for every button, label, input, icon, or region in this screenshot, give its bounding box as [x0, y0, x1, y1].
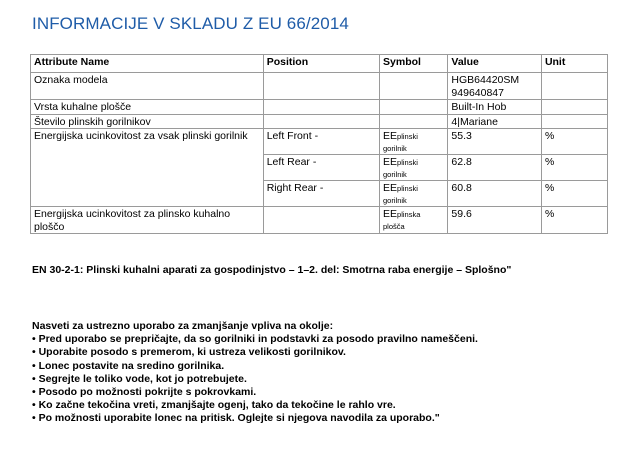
symbol-subscript-line2: gorilnik: [383, 169, 407, 179]
value-cell: 59.6: [448, 207, 542, 234]
symbol-cell: [380, 155, 448, 181]
symbol-ee: EE: [383, 208, 398, 220]
position-cell: Left Rear -: [263, 155, 379, 181]
advice-heading: Nasveti za ustrezno uporabo za zmanjšanje vpliva na okolje:: [32, 320, 334, 332]
attribute-cell: Energijska ucinkovitost za vsak plinski gorilnik: [31, 129, 264, 207]
header-value: Value: [448, 55, 542, 73]
product-number: 949640847: [451, 86, 504, 99]
symbol-ee: EE: [383, 182, 398, 194]
list-item: • Po možnosti uporabite lonec na pritisk. Oglejte si njegova navodila za uporabo.": [32, 412, 440, 425]
attribute-line2: ploščo: [34, 220, 65, 233]
list-item: • Ko začne tekočina vreti, zmanjšajte ogenj, tako da tekočine le rahlo vre.: [32, 399, 396, 412]
symbol-ee: EE: [383, 156, 398, 168]
attribute-line1: Energijska ucinkovitost za plinsko kuhalno: [34, 208, 231, 220]
symbol-subscript: plinski: [397, 184, 418, 193]
attribute-cell: [31, 207, 264, 234]
symbol-subscript: plinska: [397, 210, 421, 219]
header-symbol: Symbol: [380, 55, 448, 73]
list-item: • Uporabite posodo s premerom, ki ustreza velikosti gorilnikov.: [32, 346, 346, 359]
symbol-cell: [380, 181, 448, 207]
table-row-hob-efficiency: [31, 207, 608, 234]
position-cell: [263, 100, 379, 115]
value-cell: 4|Mariane: [448, 114, 542, 129]
value-cell: 62.8: [448, 155, 542, 181]
position-cell: [263, 114, 379, 129]
list-item: • Segrejte le toliko vode, kot jo potrebujete.: [32, 372, 247, 385]
usage-advice: [32, 320, 478, 426]
list-item: • Pred uporabo se prepričajte, da so gorilniki in podstavki za posodo pravilno nameščeni.: [32, 333, 478, 346]
header-position: Position: [263, 55, 379, 73]
position-cell: [263, 207, 379, 234]
unit-cell: %: [541, 181, 607, 207]
symbol-ee: EE: [383, 130, 398, 142]
symbol-cell: [380, 73, 448, 100]
table-row-burner-count: [31, 114, 608, 129]
position-cell: Right Rear -: [263, 181, 379, 207]
attribute-cell: Vrsta kuhalne plošče: [31, 100, 264, 115]
table-row-hob-type: [31, 100, 608, 115]
value-cell: 55.3: [448, 129, 542, 155]
unit-cell: [541, 73, 607, 100]
symbol-subscript: plinski: [397, 132, 418, 141]
position-cell: Left Front -: [263, 129, 379, 155]
table-row-model: [31, 73, 608, 100]
value-cell: Built-In Hob: [448, 100, 542, 115]
symbol-cell: [380, 129, 448, 155]
page-title: INFORMACIJE V SKLADU Z EU 66/2014: [32, 14, 349, 33]
unit-cell: [541, 114, 607, 129]
model-number: HGB64420SM: [451, 74, 520, 86]
attribute-cell: Oznaka modela: [31, 73, 264, 100]
symbol-subscript-line2: gorilnik: [383, 143, 407, 153]
symbol-subscript: plinski: [397, 158, 418, 167]
symbol-cell: [380, 114, 448, 129]
standard-reference: EN 30-2-1: Plinski kuhalni aparati za gospodinjstvo – 1–2. del: Smotrna raba energije – Splošno": [32, 264, 512, 276]
unit-cell: [541, 100, 607, 115]
header-unit: Unit: [541, 55, 607, 73]
table-row-burner-efficiency: [31, 129, 608, 155]
header-attribute-name: Attribute Name: [31, 55, 264, 73]
symbol-cell: [380, 207, 448, 234]
unit-cell: %: [541, 207, 607, 234]
position-cell: [263, 73, 379, 100]
list-item: • Lonec postavite na sredino gorilnika.: [32, 359, 225, 372]
table-header-row: [31, 55, 608, 73]
list-item: • Posodo po možnosti pokrijte s pokrovkami.: [32, 386, 257, 399]
value-cell: 60.8: [448, 181, 542, 207]
attribute-cell: Število plinskih gorilnikov: [31, 114, 264, 129]
energy-info-table: [30, 54, 608, 234]
unit-cell: %: [541, 129, 607, 155]
symbol-subscript-line2: plošča: [383, 221, 405, 231]
symbol-subscript-line2: gorilnik: [383, 195, 407, 205]
symbol-cell: [380, 100, 448, 115]
unit-cell: %: [541, 155, 607, 181]
value-cell: [448, 73, 542, 100]
